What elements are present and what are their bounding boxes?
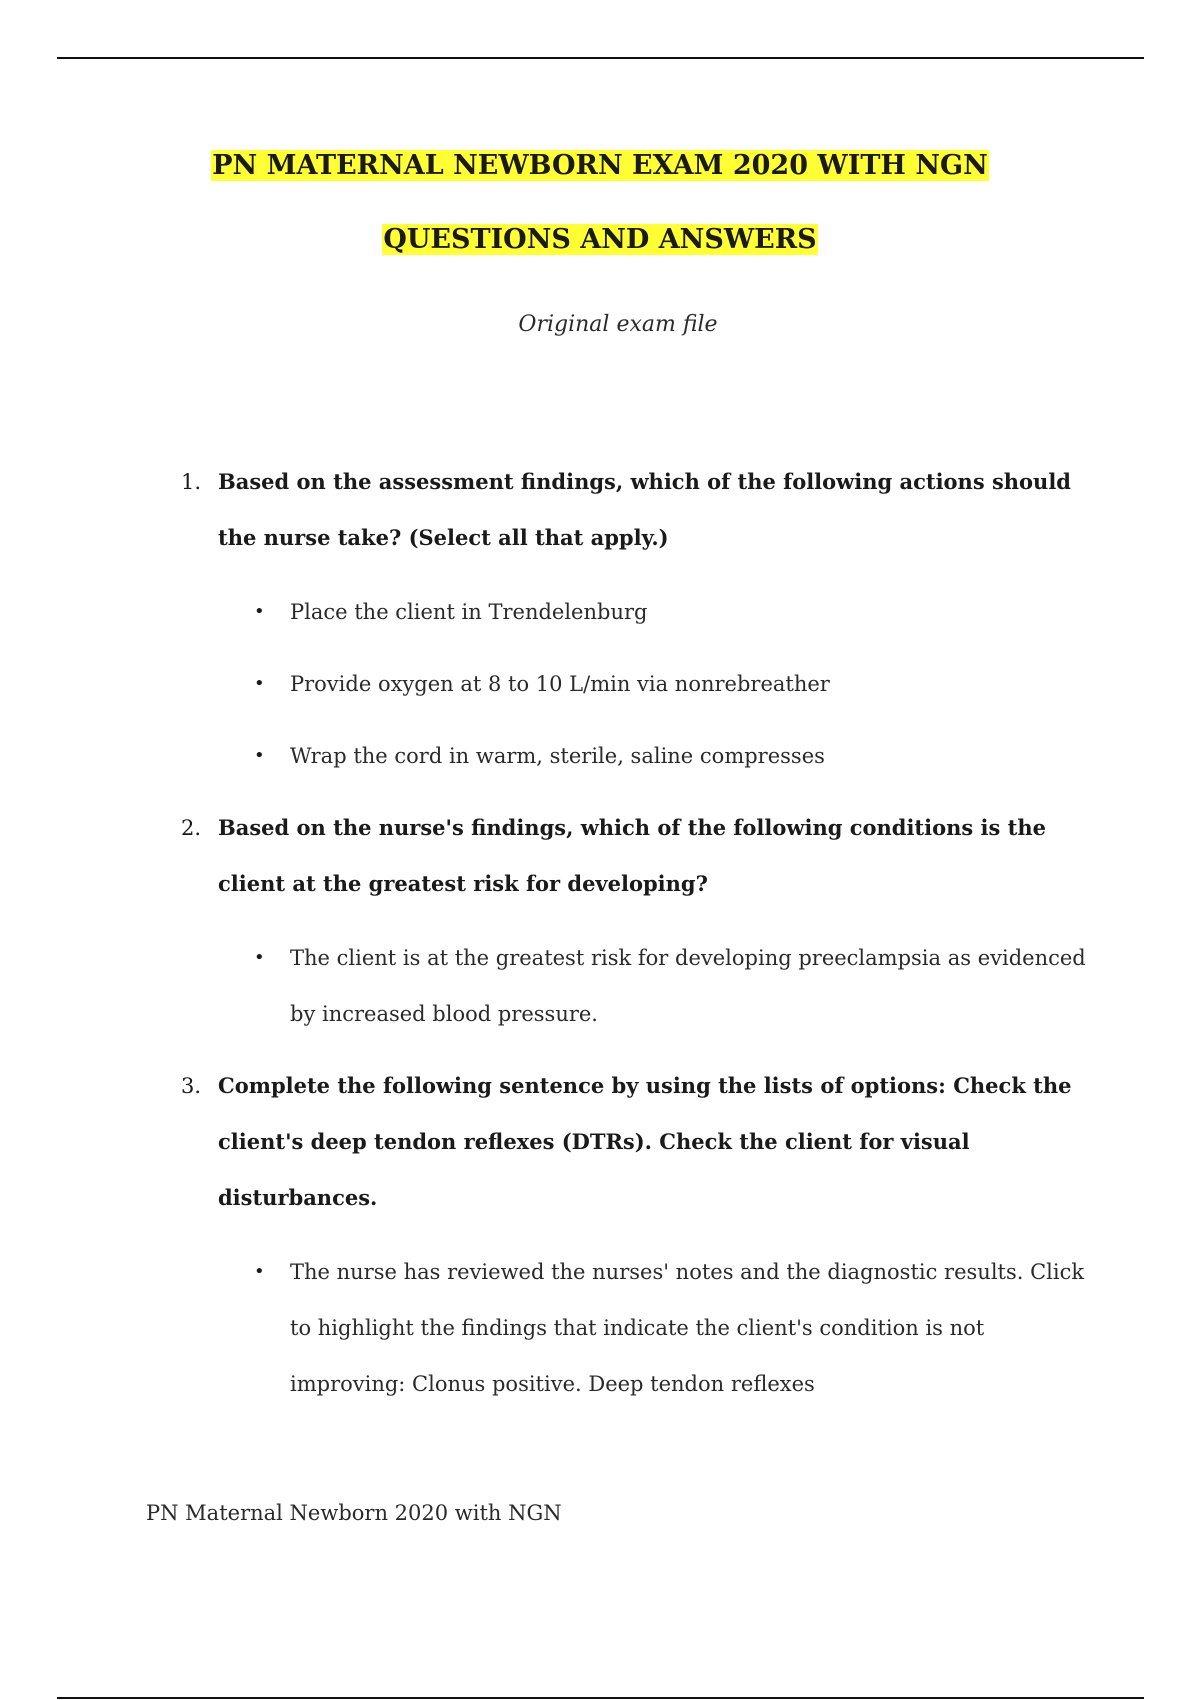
document-title-line-1: PN MATERNAL NEWBORN EXAM 2020 WITH NGN bbox=[212, 150, 988, 181]
document-subtitle: Original exam file bbox=[518, 312, 718, 337]
question-number: 1. bbox=[181, 470, 202, 494]
page-footer: PN Maternal Newborn 2020 with NGN bbox=[146, 1501, 562, 1525]
top-rule bbox=[57, 57, 1144, 59]
bottom-rule bbox=[57, 1697, 1144, 1699]
question-number: 2. bbox=[181, 816, 202, 840]
bullet-icon: • bbox=[254, 673, 265, 694]
question-text: Complete the following sentence by using the lists of options: Check the client's deep tendon reflexes (DTRs). Check the client for visual disturbances. bbox=[218, 1073, 1072, 1210]
answer-text: Wrap the cord in warm, sterile, saline compresses bbox=[290, 744, 825, 768]
answer-item bbox=[0, 1244, 1200, 1412]
answer-item bbox=[0, 728, 1200, 784]
question-2 bbox=[0, 800, 1200, 1042]
answer-list bbox=[0, 930, 1200, 1042]
answer-text: The client is at the greatest risk for developing preeclampsia as evidenced by increased blood pressure. bbox=[290, 946, 1086, 1026]
bullet-icon: • bbox=[254, 601, 265, 622]
answer-list bbox=[0, 1244, 1200, 1412]
question-text: Based on the nurse's findings, which of the following conditions is the client at the greatest risk for developing? bbox=[218, 815, 1046, 896]
question-3 bbox=[0, 1058, 1200, 1412]
answer-item bbox=[0, 656, 1200, 712]
answer-item bbox=[0, 584, 1200, 640]
question-number: 3. bbox=[181, 1074, 202, 1098]
bullet-icon: • bbox=[254, 745, 265, 766]
answer-list bbox=[0, 584, 1200, 784]
document-title-line-2: QUESTIONS AND ANSWERS bbox=[383, 224, 817, 255]
answer-text: Provide oxygen at 8 to 10 L/min via nonrebreather bbox=[290, 672, 830, 696]
answer-text: Place the client in Trendelenburg bbox=[290, 600, 648, 624]
question-1 bbox=[0, 454, 1200, 784]
bullet-icon: • bbox=[254, 1261, 265, 1282]
question-list bbox=[0, 454, 1200, 1428]
answer-text: The nurse has reviewed the nurses' notes and the diagnostic results. Click to highlight the findings that indicate the client's condition is not improving: Clonus positive. Deep tendon reflexes bbox=[290, 1260, 1085, 1396]
answer-item bbox=[0, 930, 1200, 1042]
bullet-icon: • bbox=[254, 947, 265, 968]
question-text: Based on the assessment findings, which of the following actions should the nurse take? (Select all that apply.) bbox=[218, 469, 1071, 550]
